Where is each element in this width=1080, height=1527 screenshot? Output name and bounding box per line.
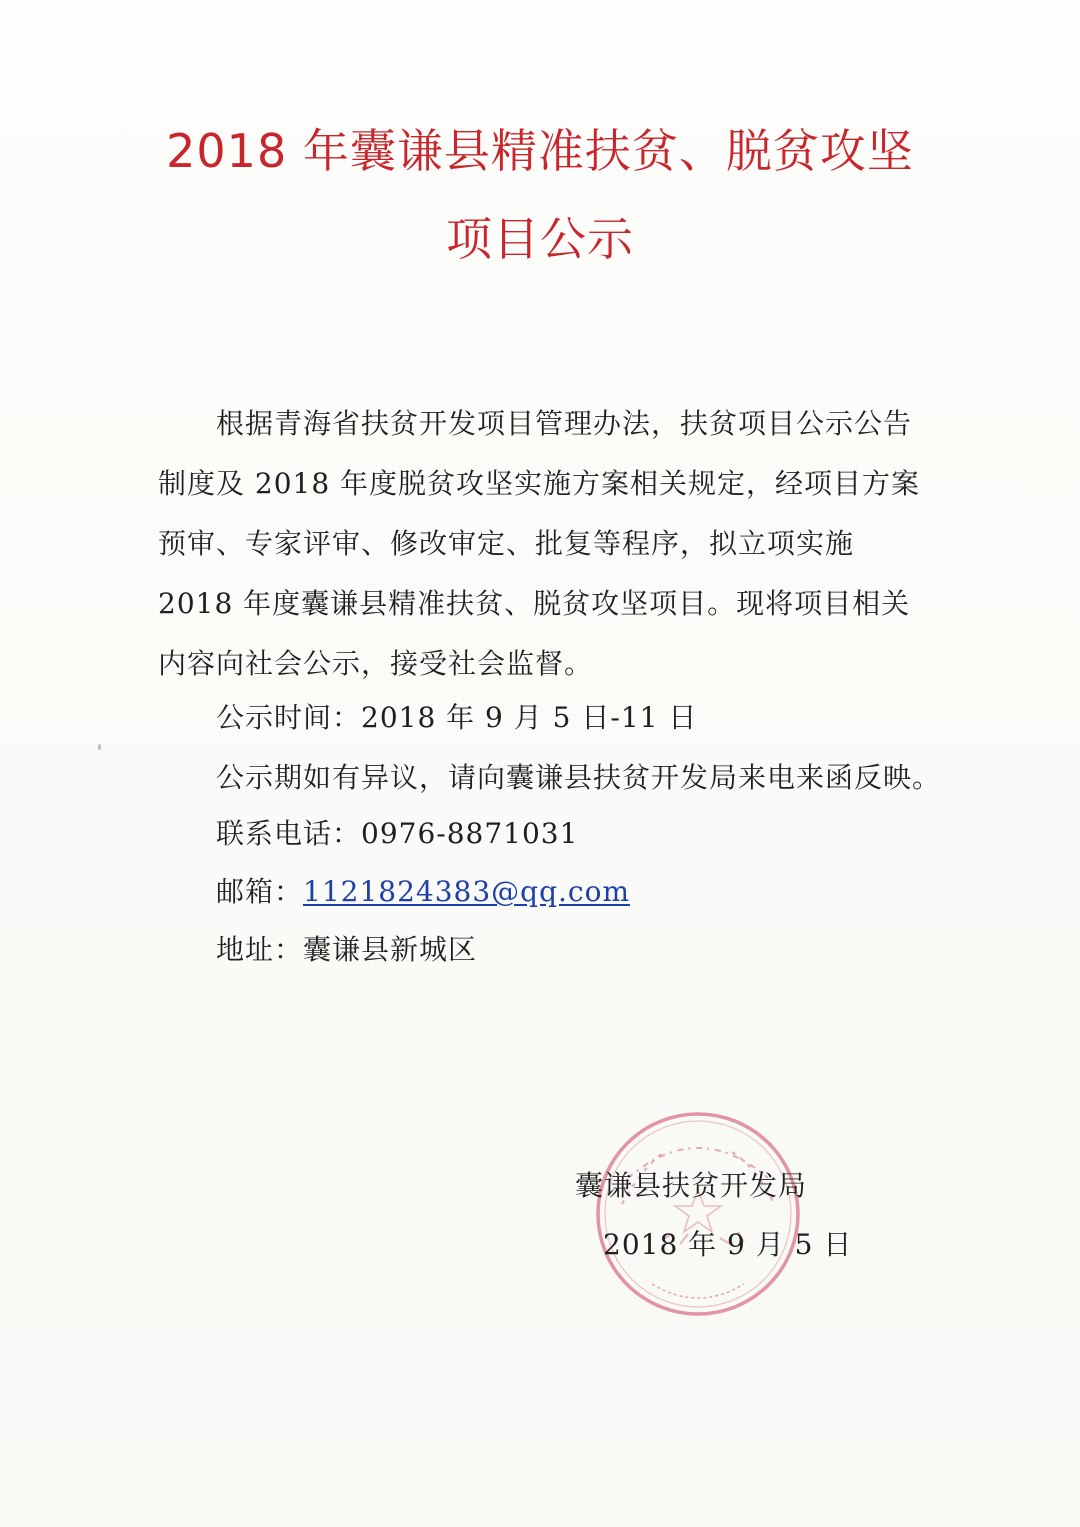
- contact-address: 地址：囊谦县新城区: [216, 933, 478, 966]
- contact-email-row: [216, 872, 630, 912]
- issuing-organization: 囊谦县扶贫开发局: [575, 1169, 808, 1202]
- email-label: 邮箱：: [216, 875, 304, 908]
- issue-date: 2018 年 9 月 5 日: [603, 1228, 853, 1261]
- document-title-line-1: 2018 年囊谦县精准扶贫、脱贫攻坚: [166, 124, 914, 178]
- paper-speck: [98, 744, 101, 750]
- official-seal-icon: [592, 1108, 804, 1320]
- contact-phone: 联系电话：0976-8871031: [216, 817, 579, 850]
- objection-notice: 公示期如有异议，请向囊谦县扶贫开发局来电来函反映。: [216, 761, 942, 794]
- main-paragraph: 根据青海省扶贫开发项目管理办法，扶贫项目公示公告制度及 2018 年度脱贫攻坚实施方案相关规定，经项目方案预审、专家评审、修改审定、批复等程序，拟立项实施 2018 年度囊谦县精准扶贫、脱贫攻坚项目。现将项目相关内容向社会公示，接受社会监督。: [158, 407, 921, 680]
- document-title-line-2: 项目公示: [446, 212, 634, 266]
- email-link[interactable]: 1121824383@qq.com: [303, 875, 630, 908]
- announcement-period: 公示时间：2018 年 9 月 5 日-11 日: [216, 701, 698, 734]
